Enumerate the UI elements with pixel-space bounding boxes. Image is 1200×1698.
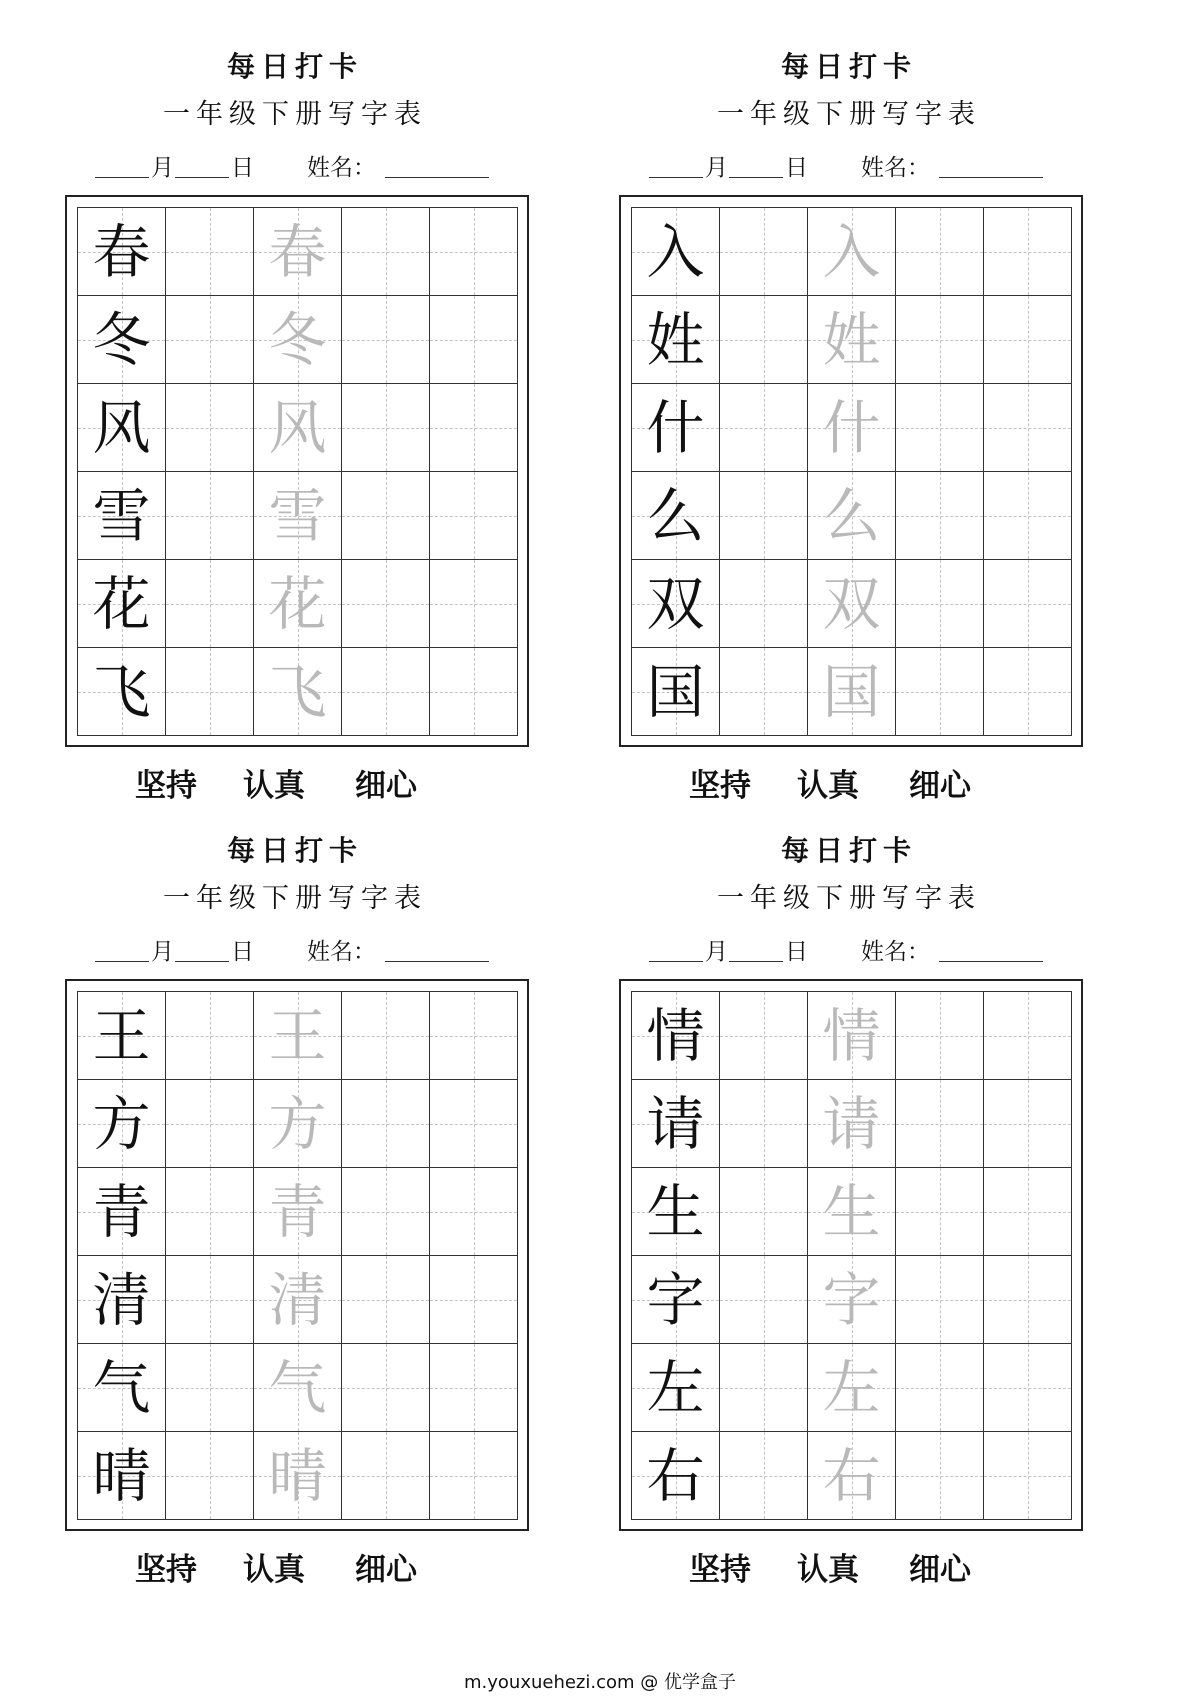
practice-cell[interactable] (430, 1432, 518, 1520)
trace-char: 春 (268, 217, 327, 286)
trace-char-cell[interactable] (808, 560, 896, 648)
trace-char: 双 (822, 569, 881, 638)
panel-subtitle: 一年级下册写字表 (717, 883, 981, 914)
panel-subtitle: 一年级下册写字表 (717, 99, 981, 130)
day-blank[interactable] (175, 150, 229, 178)
trace-char: 么 (822, 481, 881, 550)
practice-cell[interactable] (720, 1080, 808, 1168)
trace-char-cell[interactable] (808, 1256, 896, 1344)
trace-char: 情 (822, 1001, 881, 1070)
tianzige-grid (77, 207, 518, 736)
trace-char-cell[interactable] (254, 1432, 342, 1520)
model-char: 生 (646, 1177, 705, 1246)
motto-word: 细心 (909, 1552, 971, 1588)
practice-cell[interactable] (430, 384, 518, 472)
trace-char-cell[interactable] (254, 648, 342, 736)
model-char-cell (632, 296, 720, 384)
practice-cell[interactable] (342, 1256, 430, 1344)
practice-cell[interactable] (166, 1432, 254, 1520)
practice-cell[interactable] (720, 648, 808, 736)
name-blank[interactable] (385, 934, 489, 962)
practice-cell[interactable] (342, 296, 430, 384)
model-char: 气 (92, 1353, 151, 1422)
practice-cell[interactable] (342, 472, 430, 560)
trace-char: 王 (268, 1001, 327, 1070)
practice-cell[interactable] (430, 992, 518, 1080)
practice-cell[interactable] (342, 1080, 430, 1168)
practice-cell[interactable] (342, 1168, 430, 1256)
practice-cell[interactable] (896, 1256, 984, 1344)
model-char: 晴 (92, 1441, 151, 1510)
practice-cell[interactable] (342, 560, 430, 648)
motto-word: 细心 (909, 768, 971, 804)
practice-panel-1 (65, 0, 625, 804)
month-label: 月 (705, 939, 728, 965)
trace-char-cell[interactable] (254, 472, 342, 560)
panel-subtitle: 一年级下册写字表 (163, 883, 427, 914)
model-char-cell (632, 1080, 720, 1168)
practice-cell[interactable] (166, 208, 254, 296)
practice-cell[interactable] (166, 1256, 254, 1344)
practice-cell[interactable] (342, 384, 430, 472)
practice-cell[interactable] (984, 560, 1072, 648)
trace-char-cell[interactable] (254, 1080, 342, 1168)
trace-char-cell[interactable] (808, 1432, 896, 1520)
panel-title: 每日打卡 (226, 834, 363, 867)
tianzige-grid (631, 207, 1072, 736)
practice-cell[interactable] (342, 992, 430, 1080)
trace-char-cell[interactable] (808, 1080, 896, 1168)
trace-char: 右 (822, 1441, 881, 1510)
practice-cell[interactable] (896, 1168, 984, 1256)
model-char: 飞 (92, 657, 151, 726)
practice-cell[interactable] (342, 1432, 430, 1520)
model-char: 冬 (92, 305, 151, 374)
writing-grid-frame (619, 195, 1083, 747)
trace-char: 青 (268, 1177, 327, 1246)
trace-char: 请 (822, 1089, 881, 1158)
trace-char: 入 (822, 217, 881, 286)
trace-char-cell[interactable] (254, 560, 342, 648)
trace-char: 字 (822, 1265, 881, 1334)
practice-panel-4 (619, 784, 1179, 1588)
panel-title: 每日打卡 (780, 834, 917, 867)
model-char: 王 (92, 1001, 151, 1070)
model-char: 双 (646, 569, 705, 638)
trace-char-cell[interactable] (808, 384, 896, 472)
trace-char: 飞 (268, 657, 327, 726)
model-char: 字 (646, 1265, 705, 1334)
model-char-cell (632, 1256, 720, 1344)
day-label: 日 (231, 155, 254, 181)
practice-cell[interactable] (984, 472, 1072, 560)
trace-char: 什 (822, 393, 881, 462)
trace-char-cell[interactable] (808, 648, 896, 736)
name-blank[interactable] (939, 934, 1043, 962)
trace-char-cell[interactable] (254, 384, 342, 472)
trace-char-cell[interactable] (808, 472, 896, 560)
month-blank[interactable] (649, 934, 703, 962)
model-char-cell (632, 208, 720, 296)
trace-char: 方 (268, 1089, 327, 1158)
practice-panel-2 (619, 0, 1179, 804)
trace-char: 花 (268, 569, 327, 638)
model-char-cell (78, 208, 166, 296)
practice-cell[interactable] (720, 1168, 808, 1256)
trace-char-cell[interactable] (808, 992, 896, 1080)
practice-cell[interactable] (342, 648, 430, 736)
trace-char: 清 (268, 1265, 327, 1334)
model-char: 右 (646, 1441, 705, 1510)
day-blank[interactable] (729, 934, 783, 962)
practice-panel-3 (65, 784, 625, 1588)
practice-cell[interactable] (166, 1168, 254, 1256)
trace-char: 雪 (268, 481, 327, 550)
writing-grid-frame (65, 195, 529, 747)
practice-cell[interactable] (430, 472, 518, 560)
model-char-cell (78, 296, 166, 384)
practice-cell[interactable] (896, 1344, 984, 1432)
practice-cell[interactable] (720, 1344, 808, 1432)
practice-cell[interactable] (984, 992, 1072, 1080)
trace-char-cell[interactable] (254, 208, 342, 296)
practice-cell[interactable] (430, 560, 518, 648)
practice-cell[interactable] (166, 1344, 254, 1432)
practice-cell[interactable] (896, 648, 984, 736)
month-label: 月 (705, 155, 728, 181)
model-char: 姓 (646, 305, 705, 374)
motto-word: 坚持 (689, 1552, 751, 1588)
trace-char: 气 (268, 1353, 327, 1422)
writing-grid-frame (619, 979, 1083, 1531)
practice-cell[interactable] (166, 992, 254, 1080)
practice-cell[interactable] (896, 296, 984, 384)
month-blank[interactable] (95, 150, 149, 178)
trace-char: 风 (268, 393, 327, 462)
practice-cell[interactable] (896, 384, 984, 472)
practice-cell[interactable] (342, 1344, 430, 1432)
trace-char-cell[interactable] (254, 296, 342, 384)
trace-char: 国 (822, 657, 881, 726)
motto-word: 细心 (355, 768, 417, 804)
practice-cell[interactable] (984, 1080, 1072, 1168)
practice-cell[interactable] (430, 208, 518, 296)
practice-cell[interactable] (342, 208, 430, 296)
panel-subtitle: 一年级下册写字表 (163, 99, 427, 130)
trace-char-cell[interactable] (808, 208, 896, 296)
practice-cell[interactable] (166, 1080, 254, 1168)
trace-char-cell[interactable] (808, 1344, 896, 1432)
name-blank[interactable] (939, 150, 1043, 178)
practice-cell[interactable] (896, 1432, 984, 1520)
practice-cell[interactable] (166, 560, 254, 648)
month-blank[interactable] (649, 150, 703, 178)
motto-word: 坚持 (135, 1552, 197, 1588)
practice-cell[interactable] (720, 296, 808, 384)
model-char: 情 (646, 1001, 705, 1070)
motto-word: 认真 (797, 768, 859, 804)
model-char: 么 (646, 481, 705, 550)
day-blank[interactable] (729, 150, 783, 178)
practice-cell[interactable] (984, 1256, 1072, 1344)
trace-char: 生 (822, 1177, 881, 1246)
practice-cell[interactable] (896, 1080, 984, 1168)
model-char: 清 (92, 1265, 151, 1334)
practice-cell[interactable] (896, 992, 984, 1080)
practice-cell[interactable] (430, 296, 518, 384)
model-char-cell (632, 560, 720, 648)
motto-word: 细心 (355, 1552, 417, 1588)
panel-title: 每日打卡 (226, 50, 363, 83)
model-char: 春 (92, 217, 151, 286)
trace-char: 晴 (268, 1441, 327, 1510)
practice-cell[interactable] (984, 1432, 1072, 1520)
model-char-cell (78, 472, 166, 560)
date-name-line (93, 934, 613, 970)
model-char-cell (632, 992, 720, 1080)
practice-cell[interactable] (984, 208, 1072, 296)
day-label: 日 (231, 939, 254, 965)
practice-cell[interactable] (166, 384, 254, 472)
practice-cell[interactable] (720, 560, 808, 648)
footer-watermark: m.youxuehezi.com @ 优学盒子 (463, 1672, 736, 1693)
trace-char-cell[interactable] (254, 992, 342, 1080)
practice-cell[interactable] (896, 472, 984, 560)
model-char: 左 (646, 1353, 705, 1422)
practice-cell[interactable] (720, 1432, 808, 1520)
trace-char-cell[interactable] (808, 296, 896, 384)
model-char-cell (632, 472, 720, 560)
model-char: 青 (92, 1177, 151, 1246)
panel-title: 每日打卡 (780, 50, 917, 83)
practice-cell[interactable] (984, 296, 1072, 384)
model-char-cell (78, 1080, 166, 1168)
name-blank[interactable] (385, 150, 489, 178)
model-char-cell (632, 1344, 720, 1432)
model-char-cell (78, 1432, 166, 1520)
model-char: 风 (92, 393, 151, 462)
month-label: 月 (151, 155, 174, 181)
practice-cell[interactable] (984, 1344, 1072, 1432)
month-label: 月 (151, 939, 174, 965)
practice-cell[interactable] (430, 1168, 518, 1256)
practice-cell[interactable] (430, 648, 518, 736)
name-label: 姓名： (861, 939, 930, 965)
practice-cell[interactable] (720, 208, 808, 296)
trace-char: 姓 (822, 305, 881, 374)
practice-cell[interactable] (984, 648, 1072, 736)
model-char: 什 (646, 393, 705, 462)
model-char-cell (78, 384, 166, 472)
date-name-line (93, 150, 613, 186)
trace-char: 左 (822, 1353, 881, 1422)
trace-char: 冬 (268, 305, 327, 374)
day-label: 日 (785, 939, 808, 965)
motto-word: 坚持 (135, 768, 197, 804)
tianzige-grid (631, 991, 1072, 1520)
practice-cell[interactable] (896, 560, 984, 648)
model-char-cell (632, 1432, 720, 1520)
name-label: 姓名： (307, 939, 376, 965)
trace-char-cell[interactable] (254, 1168, 342, 1256)
name-label: 姓名： (307, 155, 376, 181)
month-blank[interactable] (95, 934, 149, 962)
practice-cell[interactable] (984, 1168, 1072, 1256)
model-char-cell (78, 992, 166, 1080)
date-name-line (647, 150, 1167, 186)
model-char: 入 (646, 217, 705, 286)
model-char: 方 (92, 1089, 151, 1158)
practice-cell[interactable] (984, 384, 1072, 472)
model-char-cell (78, 648, 166, 736)
model-char: 请 (646, 1089, 705, 1158)
motto-word: 坚持 (689, 768, 751, 804)
day-blank[interactable] (175, 934, 229, 962)
name-label: 姓名： (861, 155, 930, 181)
model-char: 雪 (92, 481, 151, 550)
practice-cell[interactable] (720, 384, 808, 472)
trace-char-cell[interactable] (254, 1256, 342, 1344)
trace-char-cell[interactable] (254, 1344, 342, 1432)
practice-cell[interactable] (720, 472, 808, 560)
date-name-line (647, 934, 1167, 970)
model-char-cell (78, 1344, 166, 1432)
practice-cell[interactable] (720, 1256, 808, 1344)
practice-cell[interactable] (720, 992, 808, 1080)
model-char: 花 (92, 569, 151, 638)
model-char-cell (632, 1168, 720, 1256)
model-char-cell (78, 560, 166, 648)
motto-word: 认真 (243, 768, 305, 804)
practice-cell[interactable] (896, 208, 984, 296)
day-label: 日 (785, 155, 808, 181)
practice-cell[interactable] (430, 1344, 518, 1432)
practice-cell[interactable] (166, 648, 254, 736)
practice-cell[interactable] (430, 1256, 518, 1344)
tianzige-grid (77, 991, 518, 1520)
model-char-cell (632, 648, 720, 736)
model-char-cell (632, 384, 720, 472)
writing-grid-frame (65, 979, 529, 1531)
motto-word: 认真 (243, 1552, 305, 1588)
model-char: 国 (646, 657, 705, 726)
model-char-cell (78, 1168, 166, 1256)
practice-cell[interactable] (166, 472, 254, 560)
practice-cell[interactable] (166, 296, 254, 384)
practice-cell[interactable] (430, 1080, 518, 1168)
model-char-cell (78, 1256, 166, 1344)
motto-word: 认真 (797, 1552, 859, 1588)
trace-char-cell[interactable] (808, 1168, 896, 1256)
